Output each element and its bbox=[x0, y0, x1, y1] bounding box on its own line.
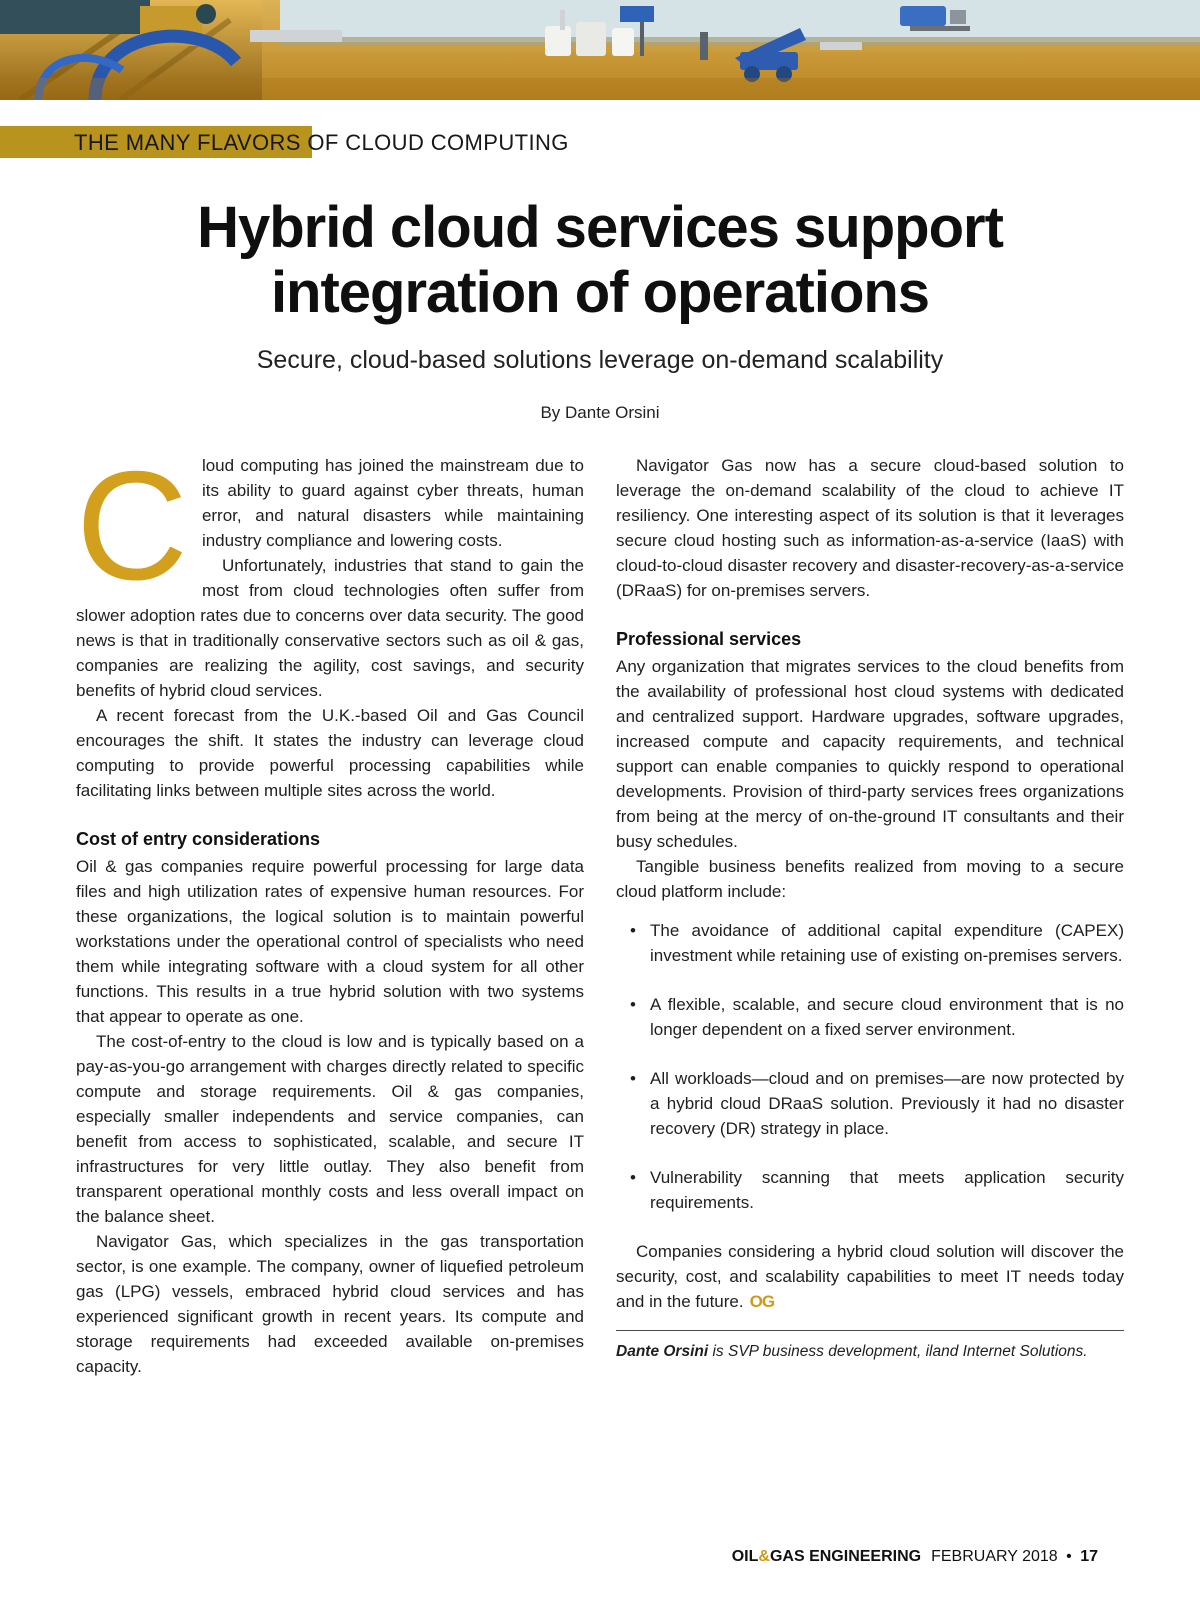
list-item bbox=[616, 918, 1124, 968]
bullet-icon: • bbox=[630, 1068, 636, 1088]
body-paragraph: Oil & gas companies require powerful processing for large data files and high utilization rates of expensive human resources. For these organizations, the logical solution is to maintain powerful workstations under the operational control of specialists who need them while integrating software with a cloud system for all other functions. This results in a true hybrid solution with two systems that appear to operate as one. bbox=[76, 856, 584, 1026]
banner-photo bbox=[0, 0, 1200, 100]
author-note bbox=[616, 1330, 1124, 1364]
body-paragraph: The cost-of-entry to the cloud is low and is typically based on a pay-as-you-go arrangement with charges directly related to specific compute and storage requirements. Oil & gas companies, especially smaller independents and service companies, can benefit from access to sophisticated, scalable, and secure IT infrastructures for very little outlay. They also benefit from transparent operational monthly costs and less overall impact on the balance sheet. bbox=[76, 1031, 584, 1226]
article-body bbox=[0, 438, 1200, 1379]
credit-separator: • bbox=[1066, 1548, 1072, 1565]
brand-gas-engineering: GAS ENGINEERING bbox=[769, 1548, 922, 1565]
bullet-icon: • bbox=[630, 994, 636, 1014]
bullet-icon: • bbox=[630, 920, 636, 940]
magazine-credit bbox=[732, 1548, 1098, 1566]
article-subtitle: Secure, cloud-based solutions leverage on-demand scalability bbox=[256, 345, 944, 374]
benefits-list bbox=[616, 918, 1124, 1215]
bullet-text: All workloads—cloud and on premises—are now protected by a hybrid cloud DRaaS solution. Previously it had no disaster recovery (DR) strategy in place. bbox=[650, 1068, 1124, 1138]
headline-line-1: Hybrid cloud services support bbox=[197, 195, 1003, 260]
end-mark-icon: OG bbox=[749, 1291, 775, 1311]
article-headline bbox=[0, 196, 1200, 326]
column-left bbox=[76, 438, 584, 1379]
drop-cap: C bbox=[76, 438, 188, 612]
author-title: is SVP business development, iland Internet Solutions. bbox=[708, 1342, 1088, 1360]
body-paragraph: Unfortunately, industries that stand to gain the most from cloud technologies often suffer from slower adoption rates due to concerns over data security. The good news is that in traditionally conservative sectors such as oil & gas, companies are realizing the agility, cost savings, and security benefits of hybrid cloud services. bbox=[76, 555, 584, 700]
page-number: 17 bbox=[1080, 1548, 1098, 1565]
article-byline: By Dante Orsini bbox=[540, 402, 660, 422]
paragraph-text: loud computing has joined the mainstream due to its ability to guard against cyber threats, human error, and natural disasters while maintaining industry compliance and lowering costs. bbox=[201, 455, 584, 550]
bullet-text: The avoidance of additional capital expenditure (CAPEX) investment while retaining use of existing on-premises servers. bbox=[650, 920, 1124, 965]
column-right bbox=[616, 453, 1124, 1379]
brand-ampersand: & bbox=[758, 1548, 770, 1565]
bullet-text: Vulnerability scanning that meets application security requirements. bbox=[650, 1167, 1124, 1212]
kicker bbox=[0, 126, 1200, 158]
list-item bbox=[616, 992, 1124, 1042]
body-paragraph: Any organization that migrates services to the cloud benefits from the availability of professional host cloud systems with dedicated and centralized support. Hardware upgrades, software upgrades, increased compute and capacity requirements, and technical support can enable companies to quickly respond to operational developments. Provision of third-party services frees organizations from being at the mercy of on-the-ground IT consultants and their busy schedules. bbox=[616, 656, 1124, 851]
list-item bbox=[616, 1066, 1124, 1141]
body-paragraph bbox=[616, 1239, 1124, 1314]
author-name: Dante Orsini bbox=[616, 1342, 709, 1360]
body-paragraph: A recent forecast from the U.K.-based Oil and Gas Council encourages the shift. It states the industry can leverage cloud computing to provide powerful processing capabilities while facilitating links between multiple sites across the world. bbox=[76, 705, 584, 800]
issue-date: FEBRUARY 2018 bbox=[931, 1548, 1058, 1565]
section-heading-cost-of-entry: Cost of entry considerations bbox=[76, 828, 321, 849]
bullet-icon: • bbox=[630, 1167, 636, 1187]
body-paragraph: Navigator Gas now has a secure cloud-based solution to leverage the on-demand scalability of the cloud to achieve IT resiliency. One interesting aspect of its solution is that it leverages secure cloud hosting such as information-as-a-service (IaaS) with cloud-to-cloud disaster recovery and disaster-recovery-as-a-service (DRaaS) for on-premises servers. bbox=[616, 455, 1124, 600]
list-item bbox=[616, 1165, 1124, 1215]
bullet-text: A flexible, scalable, and secure cloud environment that is no longer dependent on a fixed server environment. bbox=[650, 994, 1124, 1039]
kicker-title: THE MANY FLAVORS OF CLOUD COMPUTING bbox=[74, 130, 569, 155]
body-paragraph bbox=[76, 438, 584, 612]
section-heading-professional-services: Professional services bbox=[616, 628, 802, 649]
body-paragraph: Navigator Gas, which specializes in the gas transportation sector, is one example. The company, owner of liquefied petroleum gas (LPG) vessels, embraced hybrid cloud services and has experienced significant growth in recent years. Its compute and storage requirements had exceeded available on-premises capacity. bbox=[76, 1231, 584, 1376]
headline-line-2: integration of operations bbox=[270, 259, 930, 325]
paragraph-text: Companies considering a hybrid cloud solution will discover the security, cost, and scalability capabilities to meet IT needs today and in the future. bbox=[616, 1241, 1124, 1311]
brand-oil: OIL bbox=[731, 1548, 759, 1565]
body-paragraph: Tangible business benefits realized from moving to a secure cloud platform include: bbox=[616, 856, 1124, 901]
